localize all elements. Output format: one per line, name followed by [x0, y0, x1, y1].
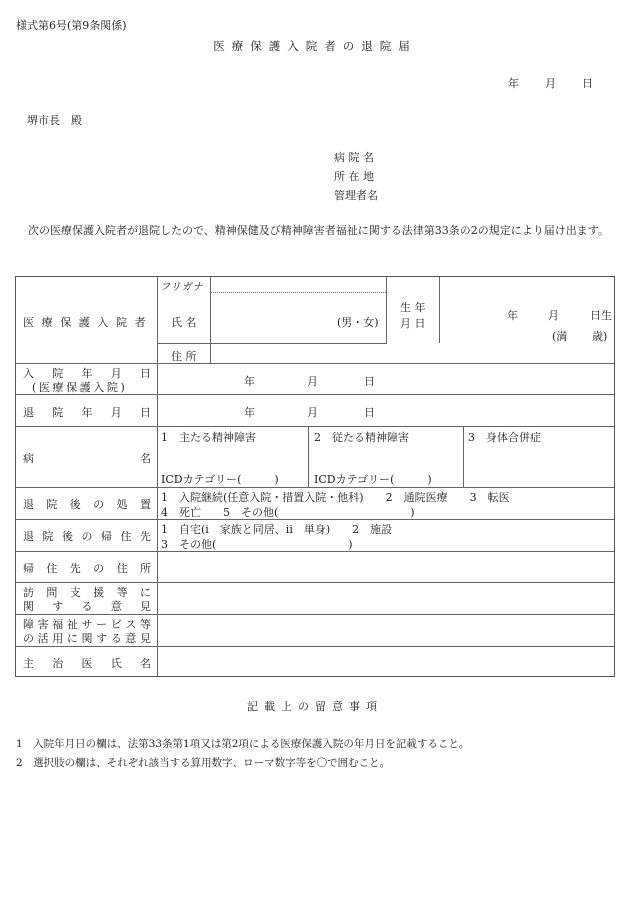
birth-label-bottom: 月 日 [400, 317, 426, 330]
furigana-divider [210, 292, 386, 293]
discharge-date-label [23, 404, 151, 420]
label-char: の [81, 530, 93, 543]
label-char: 日 [140, 406, 151, 419]
col-line [463, 426, 464, 487]
label-char: サ [81, 618, 93, 631]
label-char: る [110, 632, 122, 645]
destination-label [23, 528, 151, 544]
label-char: る [81, 600, 93, 613]
col-line [386, 277, 387, 343]
label-char: 退 [23, 530, 34, 543]
label-char: 退 [23, 498, 34, 511]
disposition-options-1[interactable]: 1 入院継続(任意入院・措置入院・他科) 2 通院医療 3 転医 [161, 491, 510, 504]
label-char: 名 [140, 657, 151, 670]
label-char: す [96, 632, 108, 645]
label-char: 年 [81, 406, 93, 419]
label-char: 主 [23, 657, 34, 670]
label-char: 医 [81, 657, 93, 670]
label-char: 福 [52, 618, 64, 631]
age-open: (満 [552, 330, 568, 343]
label-char: 害 [37, 618, 49, 631]
col-line [308, 426, 309, 487]
discharge-day: 日 [364, 406, 375, 419]
form-number: 様式第6号(第9条関係) [16, 19, 127, 32]
label-char: 日 [140, 367, 151, 380]
label-char: 月 [110, 367, 122, 380]
admission-type-label: (医療保護入院) [32, 381, 128, 394]
label-char: 所 [139, 562, 151, 575]
label-char: 名 [140, 452, 151, 465]
col-line [439, 277, 440, 343]
date-year: 年 [508, 77, 519, 90]
date-day: 日 [582, 77, 593, 90]
label-char: 入 [23, 367, 34, 380]
label-char: 見 [140, 600, 151, 613]
doctor-name-label [23, 655, 151, 671]
secondary-icd[interactable]: ICDカテゴリー( ) [314, 473, 432, 486]
row-line [16, 363, 614, 364]
label-char: 先 [69, 562, 81, 575]
admission-year: 年 [244, 375, 255, 388]
label-char: 住 [120, 530, 132, 543]
col-line [157, 277, 158, 676]
intro-text: 次の医療保護入院者が退院したので、精神保健及び精神障害者福祉に関する法律第33条の2の規定により届け出ます。 [28, 224, 609, 237]
col-line [210, 277, 211, 363]
note-item: 2 選択肢の欄は、それぞれ該当する算用数字、ローマ数字等を〇で囲むこと。 [16, 757, 391, 769]
label-char: 帰 [23, 562, 34, 575]
row-line [16, 487, 614, 488]
label-char: 氏 [110, 657, 122, 670]
label-char: 治 [52, 657, 64, 670]
label-char: 関 [81, 632, 93, 645]
label-char: 祉 [66, 618, 78, 631]
submission-date [508, 75, 593, 91]
label-char: 意 [125, 632, 137, 645]
label-char: に [66, 632, 78, 645]
patient-label [23, 314, 154, 330]
furigana-label: フリガナ [160, 282, 204, 293]
label-char: 関 [23, 600, 34, 613]
row-line [16, 614, 614, 615]
age-close: 歳) [592, 330, 608, 343]
disease-label [23, 450, 151, 466]
label-char: 用 [52, 632, 64, 645]
label-char: 支 [69, 586, 81, 599]
discharge-month: 月 [307, 406, 318, 419]
label-char: 住 [46, 562, 58, 575]
date-month: 月 [545, 77, 556, 90]
label-char: の [93, 498, 105, 511]
label-char: 活 [37, 632, 49, 645]
label-char: ス [125, 618, 137, 631]
label-char: 月 [110, 406, 122, 419]
physical-complication: 3 身体合併症 [468, 431, 541, 444]
label-char: 医療保護入院者 [23, 316, 154, 329]
address-input[interactable] [212, 344, 612, 362]
notes-title: 記載上の留意事項 [247, 700, 383, 713]
label-char: 院 [42, 530, 54, 543]
addressee: 堺市長 殿 [27, 114, 82, 127]
row-line [16, 582, 614, 583]
visit-support-label-2 [23, 598, 151, 614]
hospital-location-label: 所 在 地 [334, 170, 374, 183]
label-char: 帰 [101, 530, 112, 543]
birth-day: 日生 [590, 309, 612, 322]
label-char: 問 [46, 586, 58, 599]
welfare-label-2 [23, 630, 151, 646]
row-line [16, 646, 614, 647]
label-char: の [93, 562, 105, 575]
label-char: 援 [93, 586, 105, 599]
birth-month: 月 [548, 309, 559, 322]
doctor-name-input[interactable] [159, 648, 613, 675]
label-char: ー [96, 618, 108, 631]
primary-icd[interactable]: ICDカテゴリー( ) [161, 473, 279, 486]
label-char: す [52, 600, 64, 613]
label-char: 年 [81, 367, 93, 380]
birth-label-top: 生 年 [400, 301, 426, 314]
destination-address-label [23, 560, 151, 576]
label-char: 訪 [23, 586, 34, 599]
label-char: 置 [139, 498, 151, 511]
furigana-input[interactable] [212, 278, 384, 291]
label-char: 意 [110, 600, 122, 613]
discharge-year: 年 [244, 406, 255, 419]
label-char: に [139, 586, 151, 599]
label-char: 処 [116, 498, 128, 511]
label-char: 病 [23, 452, 34, 465]
label-char: 見 [140, 632, 151, 645]
visit-support-input[interactable] [159, 584, 613, 613]
label-char: 院 [52, 367, 64, 380]
label-char: 等 [140, 618, 151, 631]
label-char: 後 [69, 498, 81, 511]
label-char: 後 [62, 530, 73, 543]
hospital-manager-label: 管理者名 [334, 189, 378, 202]
destination-options-1[interactable]: 1 自宅(i 家族と同居、ii 単身) 2 施設 [161, 523, 393, 536]
label-char: 院 [46, 498, 58, 511]
discharge-form-table [15, 276, 615, 677]
label-char: 障 [23, 618, 34, 631]
label-char: 等 [116, 586, 128, 599]
label-char: 住 [116, 562, 128, 575]
disposition-label [23, 496, 151, 512]
destination-address-input[interactable] [159, 553, 613, 581]
sex-options[interactable]: (男・女) [337, 316, 379, 329]
hospital-name-label: 病 院 名 [334, 151, 374, 164]
document-title: 医療保護入院者の退院届 [213, 39, 417, 53]
secondary-disorder: 2 従たる精神障害 [314, 431, 409, 444]
row-line [16, 426, 614, 427]
note-item: 1 入院年月日の欄は、法第33条第1項又は第2項による医療保護入院の年月日を記載すること。 [16, 738, 470, 750]
primary-disorder: 1 主たる精神障害 [161, 431, 256, 444]
admission-day: 日 [364, 375, 375, 388]
welfare-input[interactable] [159, 616, 613, 645]
address-label: 住 所 [171, 350, 197, 363]
label-char: ビ [110, 618, 122, 631]
disposition-options-2[interactable]: 4 死亡 5 その他( ) [161, 506, 415, 519]
label-char: 退 [23, 406, 34, 419]
name-label: 氏 名 [171, 316, 197, 329]
label-char: 院 [52, 406, 64, 419]
label-char: 先 [140, 530, 151, 543]
admission-month: 月 [307, 375, 318, 388]
label-char: の [23, 632, 34, 645]
birth-year: 年 [507, 309, 518, 322]
destination-options-2[interactable]: 3 その他( ) [161, 538, 353, 551]
